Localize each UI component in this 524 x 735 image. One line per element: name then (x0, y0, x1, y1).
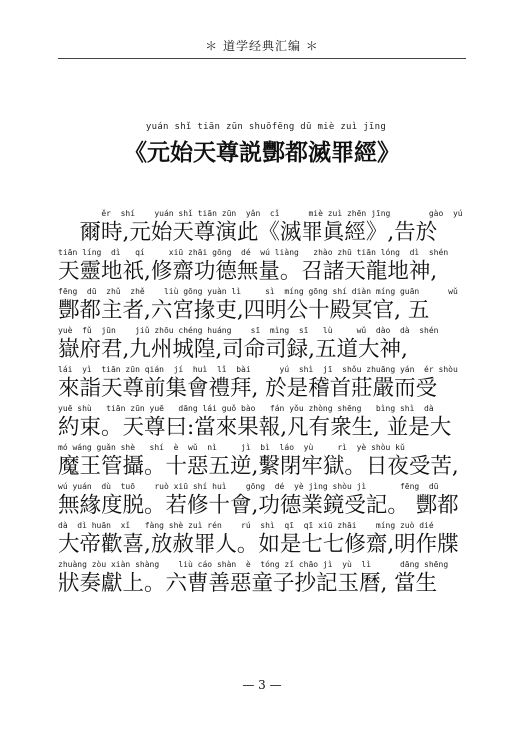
pinyin-annotation: mó wáng guǎn shè shí è wǔ nì jì bì láo yù rì yè shòu kǔ (58, 443, 405, 452)
title-block (0, 122, 524, 167)
text-line (58, 325, 470, 364)
text-line (58, 364, 470, 403)
title-pinyin: yuán shǐ tiān zūn shuōfēng dū miè zuì jīng (145, 122, 387, 132)
pinyin-annotation: tiān líng dì qí xiū zhāi gōng dé wú liàng zhào zhū tiān lóng dì shén (58, 248, 449, 257)
text-line (58, 481, 470, 520)
text-line (58, 559, 470, 598)
pinyin-annotation: ěr shí yuán shǐ tiān zūn yǎn cǐ miè zuì zhēn jīng gào yú (58, 209, 463, 218)
chinese-text: 嶽府君,九州城隍,司命司録,五道大神, (58, 337, 408, 362)
pinyin-annotation: fēng dū zhǔ zhě liù gōng yuàn lì sì míng gōng shí diàn míng guān wǔ (58, 287, 458, 296)
chinese-text: 來詣天尊前集會禮拜, 於是稽首莊嚴而受 (58, 376, 438, 401)
text-line (58, 442, 470, 481)
pinyin-annotation: yuē shù tiān zūn yuē dāng lái guǒ bào fán yǒu zhòng shēng bìng shì dà (58, 404, 434, 413)
text-line (58, 208, 470, 247)
pinyin-annotation: wú yuán dù tuō ruò xiū shí huì gōng dé yè jìng shòu jì fēng dū (58, 482, 439, 491)
text-line (58, 403, 470, 442)
running-header: ＊ 道学经典汇编 ＊ (205, 39, 319, 53)
chinese-text: 魔王管攝。十惡五逆,繫閉牢獄。日夜受苦, (58, 454, 459, 479)
chinese-text: 天靈地祇,修齋功德無量。召諸天龍地神, (58, 259, 438, 284)
page-number: — 3 — (242, 678, 282, 692)
pinyin-annotation: lái yì tiān zūn qián jí huì lǐ bài yú shì jī shǒu zhuāng yán ér shòu (58, 365, 458, 374)
pinyin-annotation: yuè fǔ jūn jiǔ zhōu chéng huáng sī mìng sī lù wǔ dào dà shén (58, 326, 439, 335)
chinese-text: 大帝歡喜,放赦罪人。如是七七修齋,明作牒 (58, 532, 459, 557)
chinese-text: 約束。天尊曰:當來果報,凡有衆生, 並是大 (58, 415, 452, 440)
pinyin-annotation: dà dì huān xǐ fàng shè zuì rén rú shì qī qī xiū zhāi míng zuò dié (58, 521, 434, 530)
text-line (58, 520, 470, 559)
chinese-text: 爾時,元始天尊演此《滅罪眞經》,告於 (58, 220, 438, 245)
header-divider (58, 58, 466, 59)
text-line (58, 286, 470, 325)
chinese-text: 酆都主者,六宮掾吏,四明公十殿冥官, 五 (58, 298, 430, 323)
scripture-body (58, 208, 470, 598)
chinese-text: 無緣度脱。若修十會,功德業鏡受記。 酆都 (58, 493, 459, 518)
pinyin-annotation: zhuàng zòu xiàn shàng liù cáo shàn è tóng zǐ chāo jì yù lì dāng shēng (58, 560, 449, 569)
chinese-text: 狀奏獻上。六曹善惡童子抄記玉曆, 當生 (58, 571, 438, 596)
text-line (58, 247, 470, 286)
scripture-title: 《元始天尊説酆都滅罪經》 (124, 139, 400, 166)
